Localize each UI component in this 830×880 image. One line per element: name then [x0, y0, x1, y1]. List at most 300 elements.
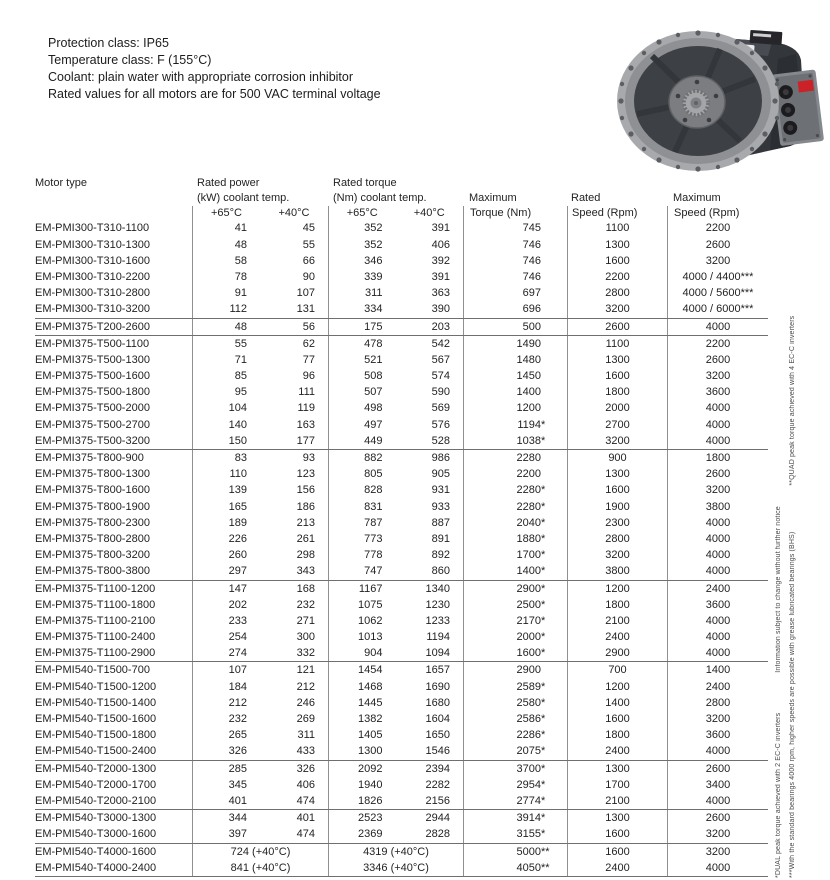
rated-torque-40-cell: 528	[431, 434, 450, 447]
rated-torque-65-cell: 175	[328, 319, 396, 335]
motor-series-group	[35, 661, 768, 759]
rated-power-40-cell: 406	[296, 778, 315, 791]
rated-speed-cell: 2100	[567, 793, 667, 809]
rated-speed-cell: 2700	[567, 417, 667, 433]
rated-power-65-cell: 254	[192, 629, 260, 645]
max-torque-cell: 1600*	[463, 645, 567, 661]
table-header	[35, 176, 768, 220]
max-torque-cell: 4050**	[463, 860, 567, 876]
rated-torque-40-cell: 892	[431, 549, 450, 562]
motor-series-group	[35, 809, 768, 842]
motor-type-cell: EM-PMI540-T2000-2100	[35, 794, 157, 807]
motor-type-cell: EM-PMI540-T1500-1600	[35, 713, 157, 726]
max-speed-cell: 4000 / 5600***	[667, 285, 768, 301]
motor-type-cell: EM-PMI300-T310-1100	[35, 222, 150, 235]
rated-speed-cell: 1600	[567, 844, 667, 860]
rated-torque-40-cell: 569	[431, 402, 450, 415]
rated-torque-40-cell: 574	[431, 370, 450, 383]
motor-type-cell: EM-PMI375-T200-2600	[35, 320, 150, 333]
max-torque-cell: 2286*	[463, 727, 567, 743]
col-header-rated-speed-line2: Speed (Rpm)	[567, 206, 667, 221]
max-speed-cell: 2400	[667, 581, 768, 597]
max-torque-cell: 500	[463, 319, 567, 335]
max-speed-cell: 2400	[667, 679, 768, 695]
rated-power-40-cell: 401	[296, 812, 315, 825]
motor-type-cell: EM-PMI300-T310-3200	[35, 303, 150, 316]
protection-class-line: Protection class: IP65	[48, 36, 169, 50]
max-speed-cell: 4000	[667, 515, 768, 531]
rated-power-cell: 724 (+40°C)	[192, 844, 328, 860]
rated-power-40-cell: 212	[296, 680, 315, 693]
rated-speed-cell: 1100	[567, 336, 667, 352]
max-torque-cell: 2280	[463, 450, 567, 466]
rated-power-40-cell: 77	[302, 353, 315, 366]
max-torque-cell: 1480	[463, 352, 567, 368]
rated-power-40-cell: 123	[296, 468, 315, 481]
rated-power-65-cell: 58	[192, 253, 260, 269]
rated-speed-cell: 3200	[567, 547, 667, 563]
rated-speed-cell: 3800	[567, 563, 667, 579]
motor-type-cell: EM-PMI375-T800-900	[35, 452, 144, 465]
motor-type-cell: EM-PMI375-T1100-2900	[35, 647, 156, 660]
table-row	[35, 269, 768, 285]
rated-power-40-cell: 131	[296, 303, 315, 316]
max-torque-cell: 2589*	[463, 679, 567, 695]
max-speed-cell: 3600	[667, 384, 768, 400]
rated-speed-cell: 2100	[567, 613, 667, 629]
table-row	[35, 547, 768, 563]
motor-type-cell: EM-PMI540-T3000-1300	[35, 812, 157, 825]
table-row	[35, 417, 768, 433]
rated-torque-40-cell: 1194	[426, 631, 450, 644]
rated-power-65-cell: 212	[192, 695, 260, 711]
rated-torque-65-cell: 828	[328, 482, 396, 498]
max-speed-cell: 4000	[667, 433, 768, 449]
rated-power-65-cell: 140	[192, 417, 260, 433]
motor-type-cell: EM-PMI375-T800-2300	[35, 516, 150, 529]
table-row	[35, 711, 768, 727]
rated-torque-40-cell: 1340	[425, 582, 450, 595]
max-torque-cell: 746	[463, 237, 567, 253]
rated-torque-40-cell: 391	[431, 270, 450, 283]
col-header-torque-65: +65°C	[328, 206, 396, 221]
motor-type-cell: EM-PMI300-T310-1600	[35, 254, 150, 267]
col-header-max-torque-line2: Torque (Nm)	[463, 206, 567, 221]
rated-power-40-cell: 90	[302, 270, 315, 283]
motor-series-group	[35, 449, 768, 580]
rated-power-40-cell: 269	[296, 713, 315, 726]
rated-speed-cell: 1800	[567, 384, 667, 400]
table-row	[35, 253, 768, 269]
rated-power-65-cell: 285	[192, 761, 260, 777]
rated-torque-65-cell: 831	[328, 499, 396, 515]
max-speed-cell: 4000	[667, 400, 768, 416]
rated-torque-40-cell: 905	[431, 468, 450, 481]
table-row	[35, 743, 768, 759]
col-header-max-speed-line2: Speed (Rpm)	[667, 206, 768, 221]
rated-torque-65-cell: 339	[328, 269, 396, 285]
motor-type-cell: EM-PMI375-T800-3200	[35, 549, 150, 562]
rated-torque-40-cell: 986	[431, 452, 450, 465]
motor-type-cell: EM-PMI375-T500-1800	[35, 386, 150, 399]
table-row	[35, 336, 768, 352]
max-speed-cell: 4000	[667, 743, 768, 759]
rated-torque-40-cell: 363	[431, 287, 450, 300]
rated-torque-40-cell: 1233	[425, 614, 450, 627]
rated-power-65-cell: 139	[192, 482, 260, 498]
motor-type-cell: EM-PMI540-T1500-1200	[35, 680, 157, 693]
rated-power-40-cell: 55	[302, 238, 315, 251]
col-header-power-65: +65°C	[192, 206, 260, 221]
max-torque-cell: 2774*	[463, 793, 567, 809]
rated-values-line: Rated values for all motors are for 500 VAC terminal voltage	[48, 87, 381, 101]
motor-series-group	[35, 335, 768, 449]
max-speed-cell: 3800	[667, 499, 768, 515]
rated-torque-65-cell: 1468	[328, 679, 396, 695]
max-torque-cell: 2580*	[463, 695, 567, 711]
motor-type-cell: EM-PMI540-T1500-700	[35, 664, 150, 677]
rated-torque-65-cell: 1940	[328, 777, 396, 793]
rated-torque-40-cell: 1680	[425, 696, 450, 709]
rated-torque-40-cell: 2828	[425, 828, 450, 841]
max-torque-cell: 746	[463, 253, 567, 269]
rated-torque-65-cell: 2523	[328, 810, 396, 826]
table-row	[35, 761, 768, 777]
rated-torque-65-cell: 508	[328, 368, 396, 384]
motor-type-cell: EM-PMI375-T800-1600	[35, 484, 150, 497]
table-row	[35, 400, 768, 416]
rated-power-40-cell: 163	[296, 418, 315, 431]
rated-torque-40-cell: 931	[431, 484, 450, 497]
rated-power-65-cell: 48	[192, 237, 260, 253]
rated-speed-cell: 2800	[567, 285, 667, 301]
rated-torque-40-cell: 576	[431, 418, 450, 431]
table-row	[35, 563, 768, 579]
col-header-torque-40: +40°C	[413, 206, 445, 219]
table-row	[35, 237, 768, 253]
max-speed-cell: 4000	[667, 629, 768, 645]
rated-power-40-cell: 474	[296, 794, 315, 807]
rated-speed-cell: 2300	[567, 515, 667, 531]
rated-torque-40-cell: 392	[431, 254, 450, 267]
rated-torque-40-cell: 887	[431, 516, 450, 529]
col-header-rated-power: Rated power	[197, 177, 260, 189]
rated-power-65-cell: 297	[192, 563, 260, 579]
col-header-rated-torque: Rated torque	[333, 177, 397, 189]
table-row	[35, 860, 768, 876]
rated-power-65-cell: 41	[192, 220, 260, 236]
rated-power-40-cell: 326	[296, 762, 315, 775]
max-speed-cell: 4000	[667, 319, 768, 335]
table-row	[35, 679, 768, 695]
table-row	[35, 695, 768, 711]
max-torque-cell: 2900	[463, 662, 567, 678]
table-row	[35, 531, 768, 547]
max-torque-cell: 1450	[463, 368, 567, 384]
rated-speed-cell: 2800	[567, 531, 667, 547]
motor-type-cell: EM-PMI540-T4000-2400	[35, 861, 157, 874]
max-torque-cell: 2040*	[463, 515, 567, 531]
motor-type-cell: EM-PMI375-T500-1600	[35, 370, 150, 383]
rated-power-40-cell: 62	[302, 337, 315, 350]
rated-power-65-cell: 91	[192, 285, 260, 301]
rated-torque-65-cell: 352	[328, 220, 396, 236]
max-speed-cell: 3200	[667, 826, 768, 842]
rated-speed-cell: 1600	[567, 253, 667, 269]
rated-torque-40-cell: 1094	[425, 647, 450, 660]
max-speed-cell: 2600	[667, 466, 768, 482]
table-row	[35, 777, 768, 793]
max-torque-cell: 1400	[463, 384, 567, 400]
rated-torque-40-cell: 1657	[425, 664, 450, 677]
motor-series-group	[35, 580, 768, 662]
rated-power-65-cell: 344	[192, 810, 260, 826]
rated-speed-cell: 1300	[567, 352, 667, 368]
max-speed-cell: 2600	[667, 761, 768, 777]
max-torque-cell: 2280*	[463, 499, 567, 515]
rated-power-65-cell: 104	[192, 400, 260, 416]
rated-torque-65-cell: 478	[328, 336, 396, 352]
rated-power-40-cell: 246	[296, 696, 315, 709]
col-header-max-speed-line1: Maximum	[673, 191, 721, 204]
table-row	[35, 220, 768, 236]
rated-power-40-cell: 107	[296, 287, 315, 300]
rated-torque-65-cell: 1382	[328, 711, 396, 727]
rated-power-65-cell: 83	[192, 450, 260, 466]
max-torque-cell: 1400*	[463, 563, 567, 579]
rated-power-65-cell: 233	[192, 613, 260, 629]
table-row	[35, 368, 768, 384]
motor-type-cell: EM-PMI375-T800-1900	[35, 500, 150, 513]
table-row	[35, 613, 768, 629]
rated-torque-40-cell: 1650	[425, 729, 450, 742]
vertical-footnotes	[774, 268, 798, 878]
rated-speed-cell: 2200	[567, 269, 667, 285]
rated-speed-cell: 1600	[567, 711, 667, 727]
table-row	[35, 499, 768, 515]
max-torque-cell: 1880*	[463, 531, 567, 547]
rated-torque-65-cell: 1445	[328, 695, 396, 711]
rated-speed-cell: 1300	[567, 237, 667, 253]
rated-speed-cell: 1600	[567, 482, 667, 498]
table-row	[35, 826, 768, 842]
motor-type-cell: EM-PMI375-T1100-1800	[35, 598, 156, 611]
rated-torque-65-cell: 1454	[328, 662, 396, 678]
rated-speed-cell: 3200	[567, 433, 667, 449]
table-row	[35, 629, 768, 645]
rated-torque-40-cell: 2394	[425, 762, 450, 775]
motor-type-cell: EM-PMI375-T500-1300	[35, 353, 150, 366]
max-torque-cell: 2280*	[463, 482, 567, 498]
max-speed-cell: 1400	[667, 662, 768, 678]
rated-torque-40-cell: 2944	[425, 812, 450, 825]
max-speed-cell: 1800	[667, 450, 768, 466]
motor-type-cell: EM-PMI540-T1500-1400	[35, 696, 157, 709]
motor-type-cell: EM-PMI375-T800-2800	[35, 532, 150, 545]
rated-speed-cell: 1100	[567, 220, 667, 236]
motor-type-cell: EM-PMI540-T1500-1800	[35, 729, 157, 742]
motor-type-cell: EM-PMI375-T500-2700	[35, 418, 150, 431]
motor-type-cell: EM-PMI375-T1100-2400	[35, 631, 156, 644]
rated-speed-cell: 1200	[567, 679, 667, 695]
rated-power-40-cell: 66	[302, 254, 315, 267]
rated-power-65-cell: 55	[192, 336, 260, 352]
rated-power-40-cell: 213	[296, 516, 315, 529]
max-speed-cell: 4000	[667, 531, 768, 547]
footnote-bearings: ***With the standard bearings 4000 rpm, higher speeds are possible with grease lubricated bearings (BHS)	[789, 531, 796, 878]
max-speed-cell: 2600	[667, 237, 768, 253]
max-torque-cell: 746	[463, 269, 567, 285]
rated-torque-40-cell: 391	[431, 222, 450, 235]
max-speed-cell: 3200	[667, 844, 768, 860]
rated-speed-cell: 2600	[567, 319, 667, 335]
rated-power-65-cell: 147	[192, 581, 260, 597]
rated-power-65-cell: 326	[192, 743, 260, 759]
rated-power-40-cell: 45	[302, 222, 315, 235]
col-header-power-40: +40°C	[278, 206, 310, 219]
motor-type-cell: EM-PMI540-T1500-2400	[35, 745, 157, 758]
rated-power-65-cell: 202	[192, 597, 260, 613]
col-header-max-torque-line1: Maximum	[469, 191, 517, 204]
table-row	[35, 384, 768, 400]
rated-torque-65-cell: 747	[328, 563, 396, 579]
rated-speed-cell: 2400	[567, 743, 667, 759]
rated-speed-cell: 2400	[567, 860, 667, 876]
max-speed-cell: 4000	[667, 547, 768, 563]
rated-power-65-cell: 107	[192, 662, 260, 678]
rated-speed-cell: 1300	[567, 761, 667, 777]
rated-torque-65-cell: 882	[328, 450, 396, 466]
rated-power-40-cell: 474	[296, 828, 315, 841]
motor-type-cell: EM-PMI300-T310-1300	[35, 238, 150, 251]
max-speed-cell: 3200	[667, 253, 768, 269]
max-speed-cell: 4000	[667, 860, 768, 876]
rated-power-40-cell: 271	[296, 614, 315, 627]
rated-power-40-cell: 311	[297, 729, 315, 742]
rated-torque-40-cell: 542	[431, 337, 450, 350]
table-row	[35, 597, 768, 613]
max-speed-cell: 3600	[667, 727, 768, 743]
max-torque-cell: 1200	[463, 400, 567, 416]
max-torque-cell: 697	[463, 285, 567, 301]
max-torque-cell: 2954*	[463, 777, 567, 793]
rated-power-40-cell: 121	[296, 664, 315, 677]
max-speed-cell: 3400	[667, 777, 768, 793]
max-torque-cell: 2075*	[463, 743, 567, 759]
table-row	[35, 433, 768, 449]
temperature-class-line: Temperature class: F (155°C)	[48, 53, 212, 67]
rated-torque-65-cell: 521	[328, 352, 396, 368]
motor-product-photo	[600, 14, 828, 172]
max-torque-cell: 3155*	[463, 826, 567, 842]
rated-torque-65-cell: 778	[328, 547, 396, 563]
max-speed-cell: 4000 / 6000***	[667, 301, 768, 317]
motor-type-cell: EM-PMI375-T800-3800	[35, 565, 150, 578]
rated-speed-cell: 1200	[567, 581, 667, 597]
rated-torque-65-cell: 352	[328, 237, 396, 253]
rated-power-40-cell: 298	[296, 549, 315, 562]
max-torque-cell: 2170*	[463, 613, 567, 629]
rated-power-65-cell: 71	[192, 352, 260, 368]
rated-torque-65-cell: 1405	[328, 727, 396, 743]
max-speed-cell: 2800	[667, 695, 768, 711]
max-speed-cell: 4000	[667, 793, 768, 809]
rated-torque-65-cell: 1013	[328, 629, 396, 645]
table-row	[35, 285, 768, 301]
max-torque-cell: 1490	[463, 336, 567, 352]
motor-type-cell: EM-PMI375-T500-2000	[35, 402, 150, 415]
motor-type-cell: EM-PMI540-T3000-1600	[35, 828, 157, 841]
rated-torque-40-cell: 1230	[425, 598, 450, 611]
max-speed-cell: 2600	[667, 352, 768, 368]
footnote-quad: **QUAD peak torque achieved with 4 EC-C inverters	[789, 315, 796, 486]
rated-torque-40-cell: 406	[431, 238, 450, 251]
table-row	[35, 727, 768, 743]
table-row	[35, 319, 768, 335]
max-torque-cell: 3700*	[463, 761, 567, 777]
rated-speed-cell: 1400	[567, 695, 667, 711]
rated-speed-cell: 1300	[567, 466, 667, 482]
table-row	[35, 645, 768, 661]
max-torque-cell: 2200	[463, 466, 567, 482]
rated-torque-40-cell: 203	[431, 320, 450, 333]
table-row	[35, 793, 768, 809]
motor-spec-table	[35, 176, 768, 877]
max-torque-cell: 5000**	[463, 844, 567, 860]
rated-power-65-cell: 226	[192, 531, 260, 547]
motor-type-cell: EM-PMI375-T1100-1200	[35, 582, 156, 595]
rated-torque-40-cell: 390	[431, 303, 450, 316]
rated-power-65-cell: 260	[192, 547, 260, 563]
max-speed-cell: 3200	[667, 368, 768, 384]
rated-power-40-cell: 232	[296, 598, 315, 611]
rated-torque-65-cell: 805	[328, 466, 396, 482]
spec-notes	[48, 35, 381, 103]
table-row	[35, 466, 768, 482]
rated-torque-40-cell: 567	[431, 353, 450, 366]
motor-type-cell: EM-PMI375-T500-3200	[35, 434, 150, 447]
rated-torque-65-cell: 507	[328, 384, 396, 400]
motor-series-group	[35, 318, 768, 335]
rated-torque-65-cell: 346	[328, 253, 396, 269]
motor-type-cell: EM-PMI300-T310-2200	[35, 270, 150, 283]
rated-torque-65-cell: 1826	[328, 793, 396, 809]
rated-torque-40-cell: 1604	[425, 713, 450, 726]
max-speed-cell: 3600	[667, 597, 768, 613]
table-row	[35, 301, 768, 317]
rated-torque-65-cell: 787	[328, 515, 396, 531]
motor-illustration	[600, 14, 828, 172]
motor-series-group	[35, 760, 768, 810]
max-speed-cell: 3200	[667, 711, 768, 727]
rated-speed-cell: 900	[567, 450, 667, 466]
max-speed-cell: 2200	[667, 220, 768, 236]
rated-torque-40-cell: 933	[431, 500, 450, 513]
motor-type-cell: EM-PMI540-T2000-1700	[35, 778, 157, 791]
col-header-motor-type: Motor type	[35, 177, 87, 189]
rated-power-40-cell: 261	[296, 532, 315, 545]
rated-power-65-cell: 189	[192, 515, 260, 531]
max-torque-cell: 2500*	[463, 597, 567, 613]
rated-speed-cell: 700	[567, 662, 667, 678]
rated-power-65-cell: 265	[192, 727, 260, 743]
rated-torque-40-cell: 1690	[425, 680, 450, 693]
rated-torque-65-cell: 1075	[328, 597, 396, 613]
max-speed-cell: 4000	[667, 645, 768, 661]
table-row	[35, 810, 768, 826]
rated-power-40-cell: 343	[296, 565, 315, 578]
motor-type-cell: EM-PMI375-T1100-2100	[35, 614, 156, 627]
